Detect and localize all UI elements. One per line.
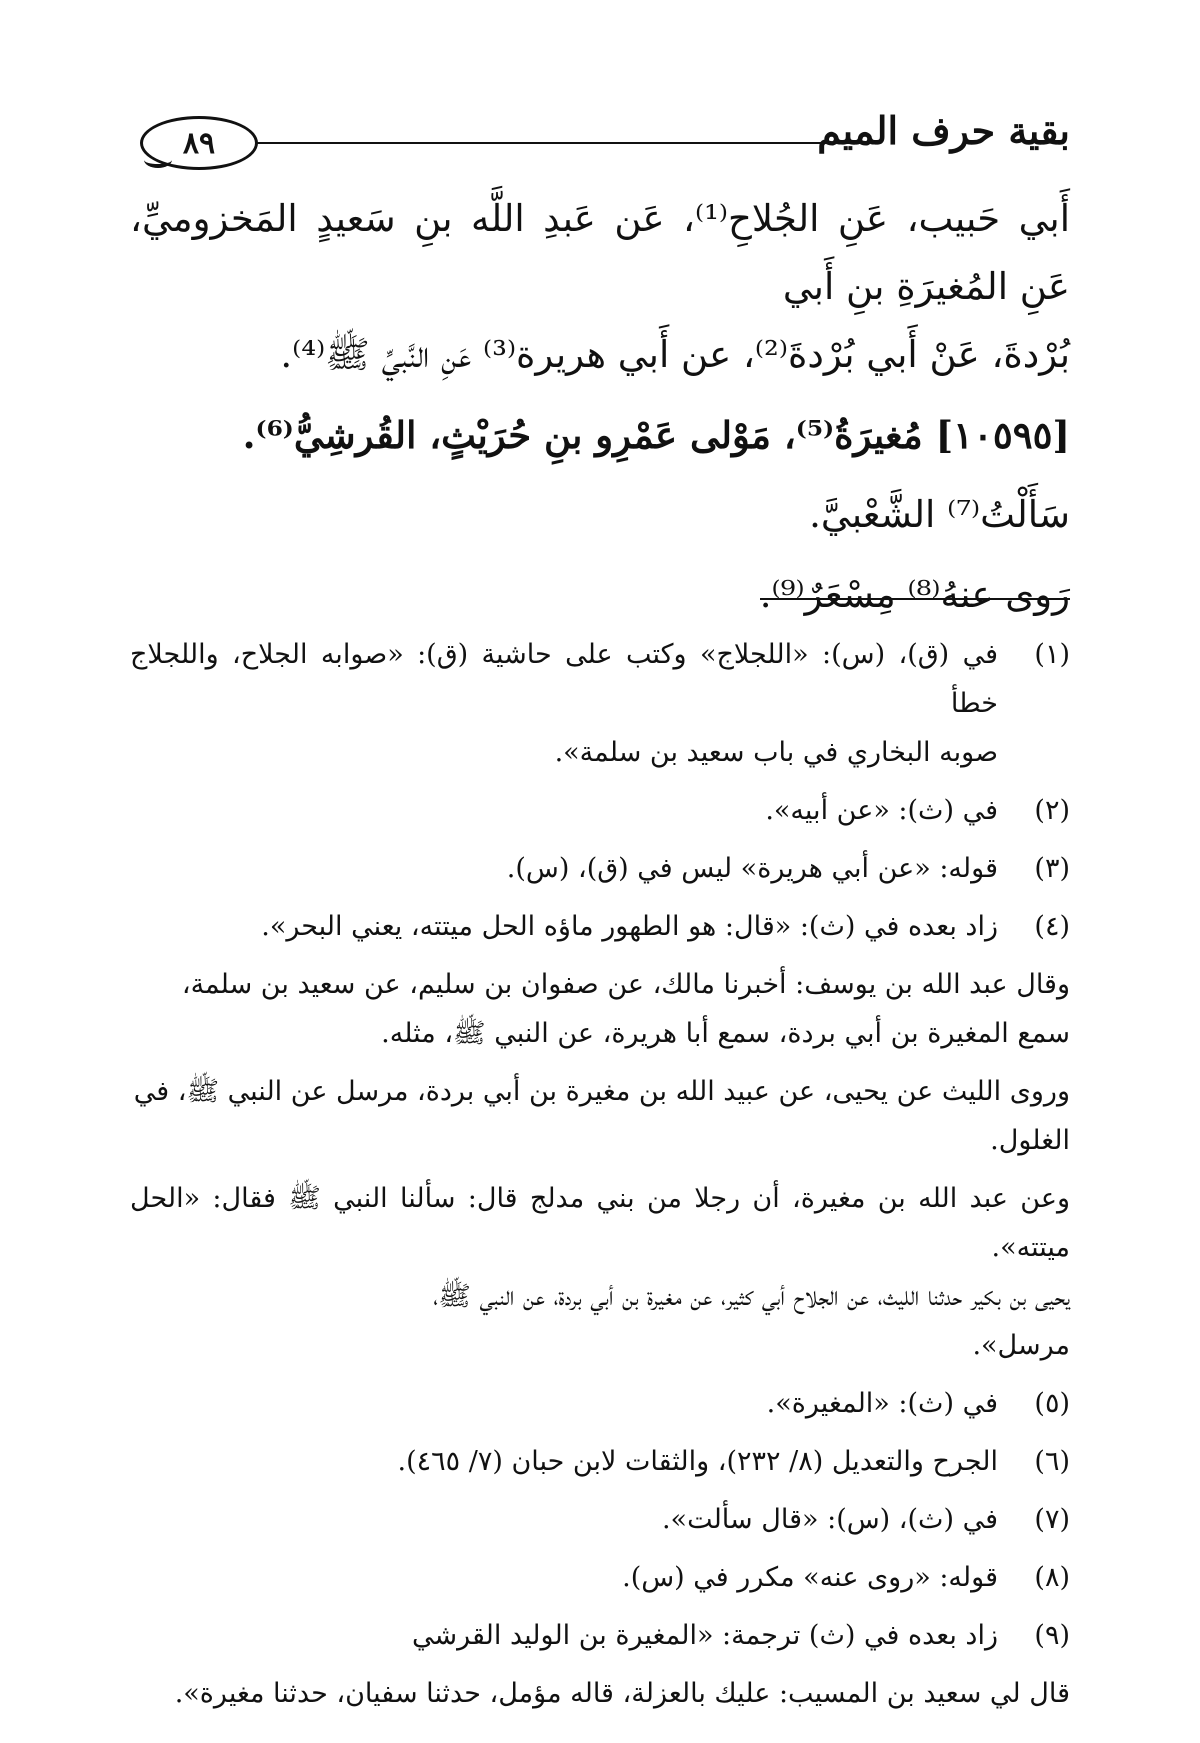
footnote-number: (٦) [1034, 1446, 1070, 1477]
footnote-body [130, 1437, 998, 1486]
main-line: سَأَلْتُ⁽⁷⁾ الشَّعْبيَّ. [809, 493, 1070, 536]
footnote-number: (٢) [1034, 795, 1070, 826]
footnote-line: وروى الليث عن يحيى، عن عبيد الله بن مغيرة بن أبي بردة، مرسل عن النبي ﷺ، في [133, 1076, 1070, 1107]
main-line: بُرْدةَ، عَنْ أَبي بُرْدةَ⁽²⁾، عن أَبي هريرة⁽³⁾ عَنِ النَّبيِّ ﷺ⁽⁴⁾. [280, 333, 1070, 376]
footnote-line: زاد بعده في (ث) ترجمة: «المغيرة بن الوليد القرشي [411, 1620, 998, 1651]
footnote-body [130, 1379, 998, 1428]
footnote-line: في (ث)، (س): «قال سألت». [661, 1504, 998, 1535]
footnote-line: زاد بعده في (ث): «قال: هو الطهور ماؤه الحل ميتته، يعني البحر». [261, 911, 998, 942]
main-text [130, 185, 1070, 629]
footnote-line: قال لي سعيد بن المسيب: عليك بالعزلة، قاله مؤمل، حدثنا سفيان، حدثنا مغيرة». [174, 1678, 1070, 1709]
entry-heading: [١٠٥٩٥] مُغيرَةُ⁽⁵⁾، مَوْلى عَمْرِو بنِ حُرَيْثٍ، القُرشِيُّ⁽⁶⁾. [242, 413, 1070, 457]
footnote-number: (١) [1034, 639, 1070, 670]
footnote [130, 630, 1070, 777]
footnote-line: قوله: «روى عنه» مكرر في (س). [622, 1562, 998, 1593]
footnote-continuation [130, 1669, 1070, 1718]
footnote-body [130, 786, 998, 835]
footnote-continuation [130, 1174, 1070, 1370]
footnote [130, 1553, 1070, 1602]
footnote-line: مرسل». [972, 1330, 1070, 1361]
footnote-number: (٥) [1034, 1388, 1070, 1419]
footnote [130, 902, 1070, 951]
running-title: بقية حرف الميم [817, 108, 1070, 153]
main-line: أَبي حَبيب، عَنِ الجُلاحِ⁽¹⁾، عَن عَبدِ اللَّه بنِ سَعيدٍ المَخزوميِّ، عَنِ المُغيرَةِ بنِ أَبي [130, 197, 1070, 308]
footnote-number: (٧) [1034, 1504, 1070, 1535]
footnote [130, 844, 1070, 893]
footnote-continuation [130, 1067, 1070, 1165]
footnote-line: الغلول. [990, 1125, 1070, 1156]
footnotes [130, 630, 1070, 1727]
footnote-number: (٨) [1034, 1562, 1070, 1593]
footnote [130, 786, 1070, 835]
footnote-line: صوبه البخاري في باب سعيد بن سلمة». [554, 737, 998, 768]
main-line: رَوى عنهُ⁽⁸⁾ مِسْعَرٌ⁽⁹⁾. [759, 573, 1070, 616]
footnote-body [130, 1553, 998, 1602]
footnote-body [130, 1495, 998, 1544]
footnote-number: (٩) [1034, 1620, 1070, 1651]
footnote-line: في (ث): «عن أبيه». [765, 795, 998, 826]
footnote-continuation [130, 960, 1070, 1058]
footnote-line: يحيى بن بكير حدثنا الليث، عن الجلاح أبي كثير، عن مغيرة بن أبي بردة، عن النبي ﷺ، [433, 1281, 1070, 1312]
footnote-line: سمع المغيرة بن أبي بردة، سمع أبا هريرة، عن النبي ﷺ، مثله. [381, 1018, 1070, 1049]
footnote [130, 1611, 1070, 1660]
footnote-line: في (ق)، (س): «اللجلاج» وكتب على حاشية (ق): «صوابه الجلاح، واللجلاج خطأ [130, 639, 998, 719]
page-number: ٨٩ [182, 125, 216, 161]
footnote-body [130, 630, 998, 777]
footnote-line: قوله: «عن أبي هريرة» ليس في (ق)، (س). [506, 853, 998, 884]
footnote [130, 1495, 1070, 1544]
footnote [130, 1379, 1070, 1428]
footnote-number: (٤) [1034, 911, 1070, 942]
footnote-line: وعن عبد الله بن مغيرة، أن رجلا من بني مدلج قال: سألنا النبي ﷺ فقال: «الحل ميتته». [130, 1183, 1070, 1263]
footnote-body [130, 902, 998, 951]
header-rule [255, 142, 860, 144]
footnote-body [130, 1611, 998, 1660]
footnote-number: (٣) [1034, 853, 1070, 884]
footnote-divider [760, 598, 1070, 600]
footnote-line: وقال عبد الله بن يوسف: أخبرنا مالك، عن صفوان بن سليم، عن سعيد بن سلمة، [181, 969, 1070, 1000]
page-header [140, 108, 1070, 172]
ornament-swoosh [144, 152, 172, 168]
footnote-line: الجرح والتعديل (٨/ ٢٣٢)، والثقات لابن حبان (٧/ ٤٦٥). [397, 1446, 998, 1477]
footnote-line: في (ث): «المغيرة». [766, 1388, 998, 1419]
footnote-body [130, 844, 998, 893]
footnote [130, 1437, 1070, 1486]
